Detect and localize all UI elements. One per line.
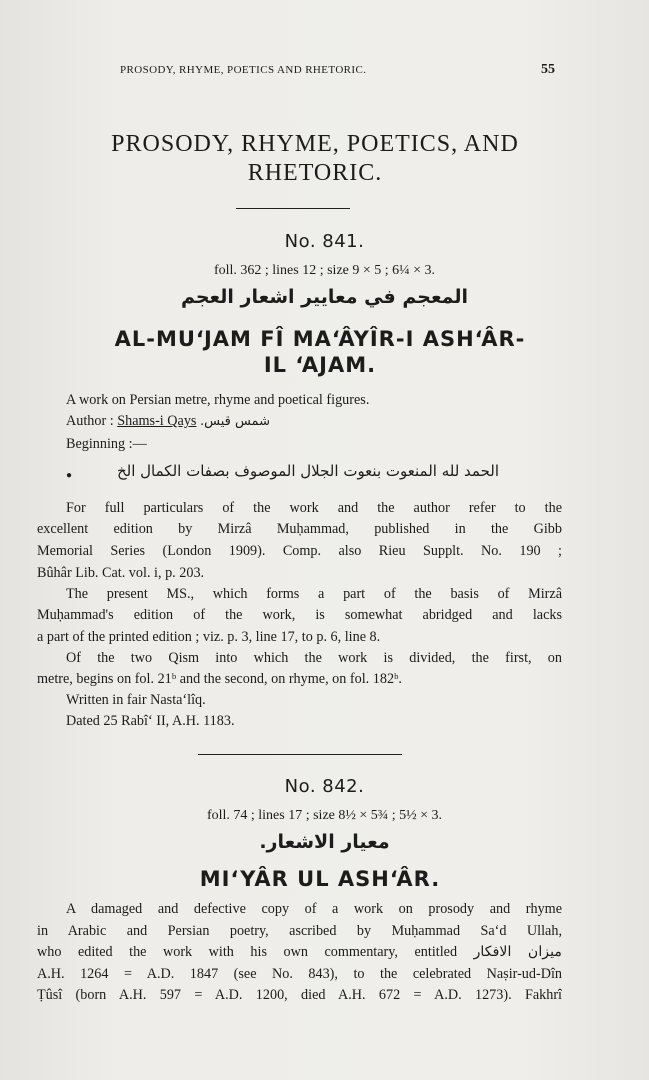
paragraph-line: A.H. 1264 = A.D. 1847 (see No. 843), to the celebrated Naṣir-ud-Dîn — [37, 966, 562, 982]
paragraph-line: excellent edition by Mirzâ Muḥammad, published in the Gibb — [37, 521, 562, 537]
dated-line: Dated 25 Rabî‘ II, A.H. 1183. — [66, 713, 235, 729]
section-title-line2: RHETORIC. — [247, 160, 383, 186]
page-number: 55 — [541, 62, 555, 77]
work-title-line2: IL ‘AJAM. — [263, 353, 377, 377]
work-title — [40, 326, 600, 378]
divider-rule — [236, 208, 350, 209]
running-head: PROSODY, RHYME, POETICS AND RHETORIC. — [120, 64, 367, 76]
entry-number: No. 842. — [284, 776, 365, 797]
beginning-label: Beginning :— — [66, 436, 147, 452]
section-title — [40, 130, 590, 188]
paragraph-line: A damaged and defective copy of a work on prosody and rhyme — [66, 901, 562, 917]
paragraph-line: metre, begins on fol. 21ᵇ and the second, on rhyme, on fol. 182ᵇ. — [37, 671, 402, 687]
written-line: Written in fair Nasta‘lîq. — [66, 692, 206, 708]
paragraph-line: The present MS., which forms a part of the basis of Mirzâ — [66, 586, 562, 602]
bullet-mark: ● — [66, 470, 73, 481]
paragraph-line: Ṭûsî (born A.H. 597 = A.D. 1200, died A.H. 672 = A.D. 1273). Fakhrî — [37, 987, 562, 1003]
paragraph-line: Muḥammad's edition of the work, is somewhat abridged and lacks — [37, 607, 562, 623]
paragraph-line: who edited the work with his own commentary, entitled میزان الافکار — [37, 944, 562, 960]
paragraph-line: For full particulars of the work and the author refer to the — [66, 500, 562, 516]
paragraph-line: Of the two Qism into which the work is divided, the first, on — [66, 650, 562, 666]
author-arabic: شمس قيس. — [200, 414, 270, 429]
folio-details: foll. 362 ; lines 12 ; size 9 × 5 ; 6¼ × 3. — [213, 263, 436, 278]
beginning-arabic: الحمد لله المنعوت بنعوت الجلال الموصوف بصفات الكمال الخ — [116, 462, 500, 480]
arabic-title: المعجم في معايير اشعار العجم — [180, 286, 469, 308]
paragraph-line: Memorial Series (London 1909). Comp. also Rieu Supplt. No. 190 ; — [37, 543, 562, 559]
section-title-line1: PROSODY, RHYME, POETICS, AND — [111, 131, 519, 157]
work-title: MI‘YÂR UL ASH‘ÂR. — [199, 867, 441, 891]
paragraph-line: in Arabic and Persian poetry, ascribed by Muḥammad Sa‘d Ullah, — [37, 923, 562, 939]
paragraph-line: a part of the printed edition ; viz. p. 3, line 17, to p. 6, line 8. — [37, 629, 381, 645]
arabic-title: معيار الاشعار. — [259, 831, 390, 853]
folio-details: foll. 74 ; lines 17 ; size 8½ × 5¾ ; 5½ × 3. — [206, 808, 443, 823]
author-label: Author : — [66, 413, 114, 429]
description: A work on Persian metre, rhyme and poetical figures. — [66, 392, 370, 408]
entry-number: No. 841. — [284, 231, 365, 252]
author-name: Shams-i Qays — [117, 413, 197, 429]
work-title-line1: AL-MU‘JAM FÎ MA‘ÂYÎR-I ASH‘ÂR- — [114, 327, 526, 351]
divider-rule — [198, 754, 402, 755]
paragraph-line: Bûhâr Lib. Cat. vol. i, p. 203. — [37, 565, 205, 581]
author-line — [66, 413, 270, 430]
